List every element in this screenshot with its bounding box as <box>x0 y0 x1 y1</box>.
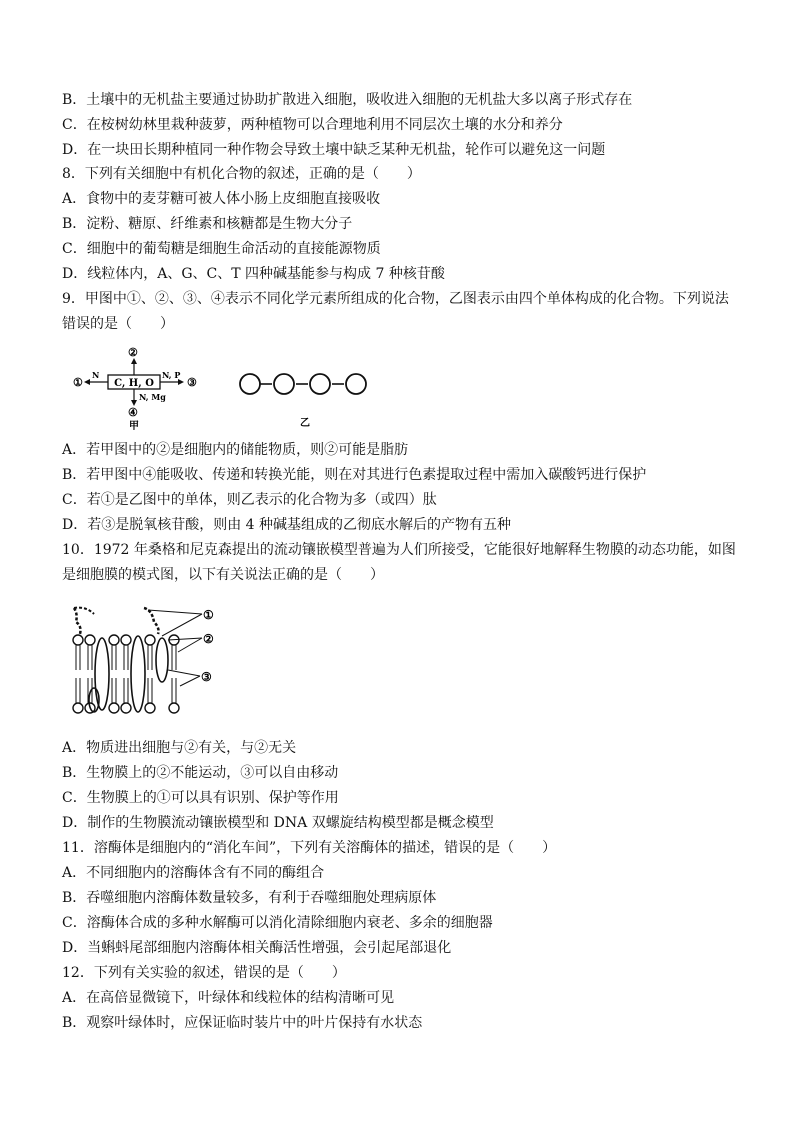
q11-stem: 11．溶酶体是细胞内的“消化车间”，下列有关溶酶体的描述，错误的是（ ） <box>62 840 557 856</box>
q11-option-c: C．溶酶体合成的多种水解酶可以消化清除细胞内衰老、多余的细胞器 <box>62 915 493 931</box>
figure-jia <box>68 345 218 430</box>
q10-option-c: C．生物膜上的①可以具有识别、保护等作用 <box>62 790 339 806</box>
label-1: ① <box>203 608 214 622</box>
q11-option-a: A．不同细胞内的溶酶体含有不同的酶组合 <box>62 865 325 881</box>
sugar-chain <box>144 608 159 634</box>
q8-option-a: A．食物中的麦芽糖可被人体小肠上皮细胞直接吸收 <box>62 191 381 207</box>
q7-option-d: D．在一块田长期种植同一种作物会导致土壤中缺乏某种无机盐，轮作可以避免这一问题 <box>62 142 606 158</box>
monomer-circle <box>346 374 366 394</box>
left-element-label: N <box>92 370 100 380</box>
monomer-circle <box>274 374 294 394</box>
bottom-compound-number: ④ <box>128 406 138 419</box>
q10-option-a: A．物质进出细胞与②有关，与②无关 <box>62 740 297 756</box>
q7-option-b: B．土壤中的无机盐主要通过协助扩散进入细胞，吸收进入细胞的无机盐大多以离子形式存在 <box>62 92 633 108</box>
q10-stem-line1: 10．1972 年桑格和尼克森提出的流动镶嵌模型普遍为人们所接受，它能很好地解释生物膜的动态功能，如图 <box>62 542 736 558</box>
top-compound-number: ② <box>128 346 138 359</box>
right-element-label: N, P <box>162 370 181 380</box>
q10-option-d: D．制作的生物膜流动镶嵌模型和 DNA 双螺旋结构模型都是概念模型 <box>62 815 494 831</box>
q7-option-c: C．在桉树幼林里栽种菠萝，两种植物可以合理地利用不同层次土壤的水分和养分 <box>62 117 563 133</box>
figure-yi-caption: 乙 <box>300 418 310 429</box>
q12-option-b: B．观察叶绿体时，应保证临时装片中的叶片保持有水状态 <box>62 1015 423 1031</box>
q11-option-d: D．当蝌蚪尾部细胞内溶酶体相关酶活性增强，会引起尾部退化 <box>62 940 452 956</box>
q9-stem-line2: 错误的是（ ） <box>62 316 174 332</box>
q10-stem-line2: 是细胞膜的模式图，以下有关说法正确的是（ ） <box>62 567 384 583</box>
q8-option-d: D．线粒体内，A、G、C、T 四种碱基能参与构成 7 种核苷酸 <box>62 266 445 282</box>
monomer-circle <box>240 374 260 394</box>
q9-option-a: A．若甲图中的②是细胞内的储能物质，则②可能是脂肪 <box>62 442 409 458</box>
arrow-left-icon <box>84 379 90 385</box>
left-compound-number: ① <box>73 376 83 389</box>
q9-option-c: C．若①是乙图中的单体，则乙表示的化合物为多（或四）肽 <box>62 492 437 508</box>
membrane-protein <box>95 638 109 710</box>
membrane-protein <box>131 636 145 712</box>
label-2: ② <box>203 632 214 646</box>
q10-option-b: B．生物膜上的②不能运动，③可以自由移动 <box>62 765 339 781</box>
bottom-element-label: N, Mg <box>139 392 166 402</box>
membrane-protein <box>156 638 168 682</box>
figure-cell-membrane <box>64 600 224 725</box>
sugar-chain <box>74 608 81 634</box>
q9-option-b: B．若甲图中④能吸收、传递和转换光能，则在对其进行色素提取过程中需加入碳酸钙进行保护 <box>62 467 647 483</box>
q8-stem: 8．下列有关细胞中有机化合物的叙述，正确的是（ ） <box>62 166 421 182</box>
q12-stem: 12．下列有关实验的叙述，错误的是（ ） <box>62 965 346 981</box>
q11-option-b: B．吞噬细胞内溶酶体数量较多，有利于吞噬细胞处理病原体 <box>62 890 437 906</box>
right-compound-number: ③ <box>187 376 197 389</box>
q9-option-d: D．若③是脱氧核苷酸，则由 4 种碱基组成的乙彻底水解后的产物有五种 <box>62 517 512 533</box>
q9-stem-line1: 9．甲图中①、②、③、④表示不同化学元素所组成的化合物，乙图表示由四个单体构成的化合物。下列说法 <box>62 291 729 307</box>
center-label: C, H, O <box>114 378 154 389</box>
figure-yi <box>236 372 381 430</box>
q8-option-b: B．淀粉、糖原、纤维素和核糖都是生物大分子 <box>62 216 353 232</box>
q12-option-a: A．在高倍显微镜下，叶绿体和线粒体的结构清晰可见 <box>62 990 395 1006</box>
q8-option-c: C．细胞中的葡萄糖是细胞生命活动的直接能源物质 <box>62 241 381 257</box>
figure-jia-caption: 甲 <box>129 421 139 430</box>
label-3: ③ <box>201 670 212 684</box>
monomer-circle <box>310 374 330 394</box>
